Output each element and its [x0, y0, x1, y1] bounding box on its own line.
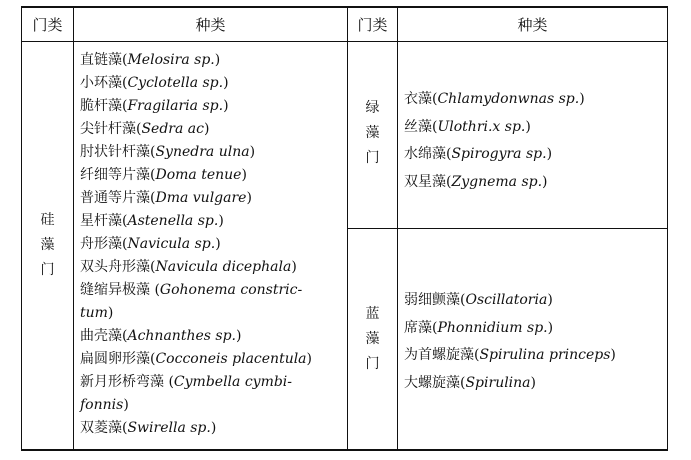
species-chinese-name: 普通等片藻( [80, 190, 156, 206]
species-closing-paren: ) [547, 292, 553, 308]
species-chinese-name: 双星藻( [404, 173, 452, 190]
species-chinese-name: 尖针杆藻( [80, 121, 142, 137]
species-closing-paren: ) [525, 118, 531, 135]
species-chinese-name: 为首螺旋藻( [404, 347, 480, 363]
species-latin-name: Oscillatoria [465, 292, 548, 308]
col-divider-1 [73, 6, 74, 451]
table-bottom-border [21, 449, 668, 451]
species-chinese-name: 双菱藻( [80, 420, 128, 436]
species-latin-name: tum [80, 305, 108, 321]
diatom-species-row [80, 210, 312, 233]
phylum-diatom-char: 门 [40, 262, 55, 278]
species-latin-name: Spirogyra sp. [451, 146, 547, 162]
species-latin-name: Navicula sp. [127, 236, 216, 252]
header-phylum-2: 门类 [357, 16, 388, 34]
green-bluegreen-divider [347, 228, 668, 229]
diatom-species-row [80, 371, 312, 394]
phylum-diatom-char: 硅 [40, 212, 55, 228]
species-chinese-name: 席藻( [404, 319, 438, 336]
species-closing-paren: ) [306, 351, 312, 367]
phylum-bluegreen-char: 蓝 [365, 306, 380, 322]
species-chinese-name: 脆杆藻( [80, 98, 128, 114]
species-closing-paren: ) [291, 259, 297, 275]
species-latin-name: Phonnidium sp. [437, 319, 548, 336]
species-latin-name: Ulothri.x sp. [437, 118, 526, 135]
species-chinese-name: 曲壳藻( [80, 328, 128, 344]
phylum-green-char: 门 [365, 150, 380, 166]
col-divider-3 [397, 6, 398, 451]
header-species-1: 种类 [195, 16, 226, 34]
species-latin-name: Melosira sp. [127, 52, 215, 68]
species-latin-name: Spirulina [465, 374, 531, 391]
species-chinese-name: 新月形桥弯藻 ( [80, 374, 174, 390]
green-species-row [404, 141, 585, 169]
species-latin-name: Dma vulgare [155, 190, 247, 206]
species-chinese-name: 小环藻( [80, 75, 128, 91]
bluegreen-species-row [404, 315, 616, 343]
species-latin-name: Cymbella cymbi- [173, 374, 293, 390]
diatom-species-row [80, 141, 312, 164]
species-latin-name: fonnis [80, 397, 124, 413]
species-latin-name: Chlamydonwnas sp. [437, 91, 580, 107]
species-closing-paren: ) [246, 190, 252, 206]
species-closing-paren: ) [546, 146, 553, 162]
phylum-diatom [22, 208, 73, 283]
diatom-species-row [80, 279, 312, 302]
diatom-species-row [80, 417, 312, 440]
species-closing-paren: ) [235, 328, 242, 344]
bluegreen-species-list [404, 287, 616, 397]
species-closing-paren: ) [107, 305, 114, 321]
green-species-row [404, 86, 585, 114]
bluegreen-species-row [404, 342, 616, 370]
species-latin-name: Achnanthes sp. [127, 328, 236, 344]
green-species-list [404, 86, 585, 196]
species-latin-name: Cyclotella sp. [127, 75, 224, 91]
species-closing-paren: ) [214, 52, 221, 68]
species-closing-paren: ) [210, 420, 217, 436]
species-chinese-name: 弱细颤藻( [404, 292, 466, 308]
diatom-species-row [80, 49, 312, 72]
species-chinese-name: 丝藻( [404, 118, 438, 135]
header-phylum-1: 门类 [32, 16, 63, 34]
diatom-species-row [80, 187, 312, 210]
species-latin-name: Gohonema constric- [159, 282, 303, 298]
species-chinese-name: 舟形藻( [80, 236, 128, 252]
diatom-species-row [80, 72, 312, 95]
species-closing-paren: ) [542, 173, 548, 190]
diatom-species-row [80, 348, 312, 371]
bluegreen-species-row [404, 370, 616, 398]
species-table [21, 6, 668, 451]
species-latin-name: Zygnema sp. [451, 173, 543, 190]
phylum-diatom-char: 藻 [40, 237, 55, 253]
species-closing-paren: ) [241, 167, 247, 183]
species-chinese-name: 扁圆卵形藻( [80, 351, 156, 367]
phylum-bluegreen [348, 302, 397, 377]
diatom-species-row [80, 164, 312, 187]
species-closing-paren: ) [610, 347, 616, 363]
header-divider [21, 41, 668, 42]
diatom-species-row [80, 233, 312, 256]
species-latin-name: Astenella sp. [127, 213, 219, 229]
species-closing-paren: ) [123, 397, 129, 413]
species-chinese-name: 大螺旋藻( [404, 374, 466, 391]
species-latin-name: Sedra ac [141, 121, 204, 137]
phylum-bluegreen-char: 藻 [365, 331, 380, 347]
species-closing-paren: ) [223, 98, 229, 114]
species-latin-name: Fragilaria sp. [127, 98, 224, 114]
bluegreen-species-row [404, 287, 616, 315]
species-closing-paren: ) [579, 91, 585, 107]
green-species-row [404, 169, 585, 197]
species-chinese-name: 肘状针杆藻( [80, 144, 156, 160]
diatom-species-row [80, 394, 312, 417]
species-chinese-name: 双头舟形藻( [80, 259, 156, 275]
species-closing-paren: ) [203, 121, 210, 137]
header-species-2: 种类 [517, 16, 548, 34]
diatom-species-row [80, 118, 312, 141]
species-latin-name: Navicula dicephala [155, 259, 292, 275]
species-chinese-name: 衣藻( [404, 91, 438, 107]
species-chinese-name: 纤细等片藻( [80, 167, 156, 183]
diatom-species-list [80, 49, 312, 440]
phylum-green [348, 96, 397, 171]
species-chinese-name: 直链藻( [80, 52, 128, 68]
diatom-species-row [80, 302, 312, 325]
species-latin-name: Doma tenue [155, 167, 242, 183]
species-latin-name: Synedra ulna [155, 144, 250, 160]
species-chinese-name: 缝缩异极藻 ( [80, 282, 160, 298]
phylum-green-char: 绿 [365, 100, 380, 116]
species-closing-paren: ) [215, 236, 221, 252]
col-divider-2 [347, 6, 348, 451]
diatom-species-row [80, 256, 312, 279]
species-latin-name: Spirulina princeps [479, 347, 611, 363]
species-closing-paren: ) [223, 75, 229, 91]
species-closing-paren: ) [547, 319, 554, 336]
species-closing-paren: ) [249, 144, 256, 160]
species-latin-name: Cocconeis placentula [155, 351, 307, 367]
phylum-green-char: 藻 [365, 125, 380, 141]
table-right-border [667, 6, 668, 451]
diatom-species-row [80, 95, 312, 118]
species-chinese-name: 星杆藻( [80, 213, 128, 229]
species-latin-name: Swirella sp. [127, 420, 211, 436]
green-species-row [404, 114, 585, 142]
species-closing-paren: ) [530, 374, 536, 391]
diatom-species-row [80, 325, 312, 348]
species-closing-paren: ) [218, 213, 224, 229]
species-chinese-name: 水绵藻( [404, 146, 452, 162]
phylum-bluegreen-char: 门 [365, 356, 380, 372]
